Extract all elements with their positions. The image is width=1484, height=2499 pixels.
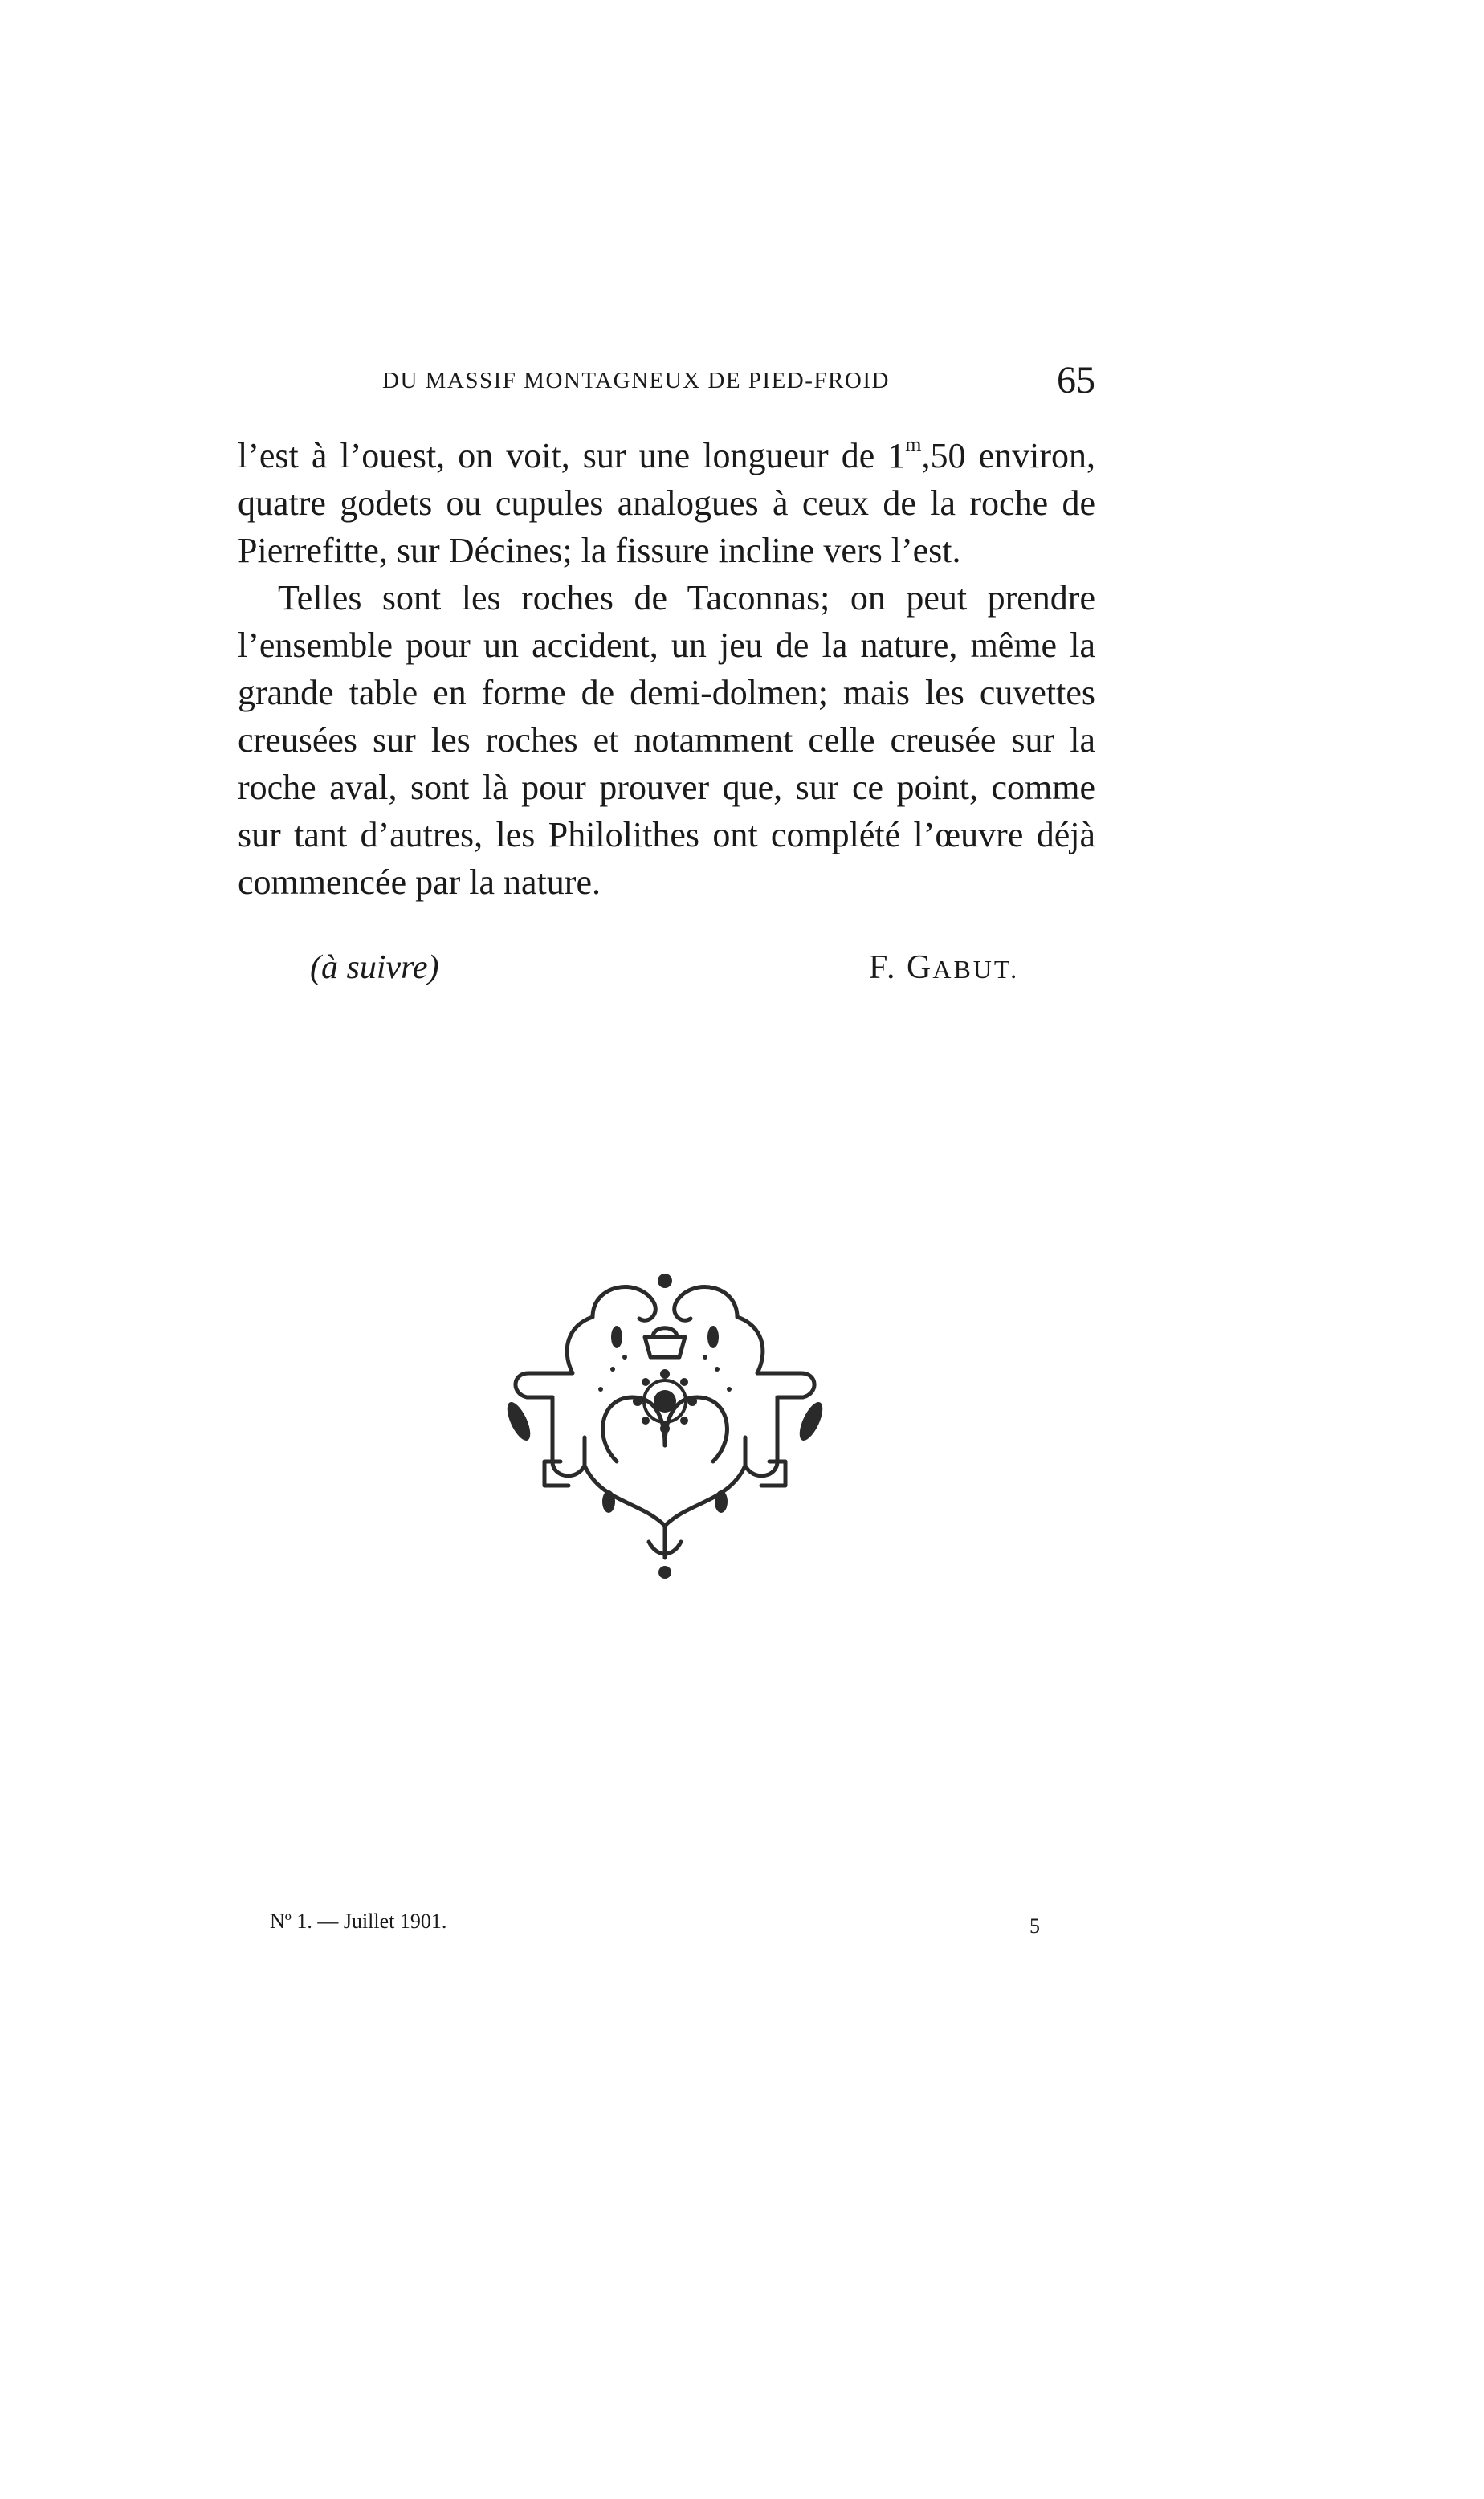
body-text: [238, 432, 1095, 906]
author-surname-smallcaps: ABUT.: [932, 955, 1020, 984]
paragraph-1: [238, 432, 1095, 574]
page-number: 65: [1057, 359, 1095, 402]
paragraph-2: Telles sont les roches de Taconnas; on peut prendre l’ensemble pour un accident, un jeu de la nature, même la grande table en forme de demi-dolmen; mais les cuvettes creusées sur les roches et notamment celle creusée sur la roche aval, sont là pour prouver que, sur ce point, comme sur tant d’autres, les Philolithes ont complété l’œuvre déjà commencée par la nature.: [238, 578, 1095, 902]
issue-date: Nº 1. — Juillet 1901.: [270, 1910, 447, 1933]
author-initial: F. G: [869, 949, 933, 986]
decorative-fleuron-icon: [496, 1261, 834, 1582]
superscript-metre: m: [905, 433, 922, 456]
author-signature: [869, 948, 1019, 987]
paragraph-1-part-b: ,50 environ, quatre godets ou cupules analogues à ceux de la roche de Pierrefitte, sur Décines; la fissure incline vers l’est.: [238, 436, 1095, 570]
signature-mark: 5: [1029, 1914, 1040, 1938]
paragraph-1-part-a: l’est à l’ouest, on voit, sur une longueur de 1: [238, 436, 906, 475]
running-head-title: DU MASSIF MONTAGNEUX DE PIED-FROID: [382, 368, 890, 393]
continuation-note: (à suivre): [310, 949, 439, 986]
